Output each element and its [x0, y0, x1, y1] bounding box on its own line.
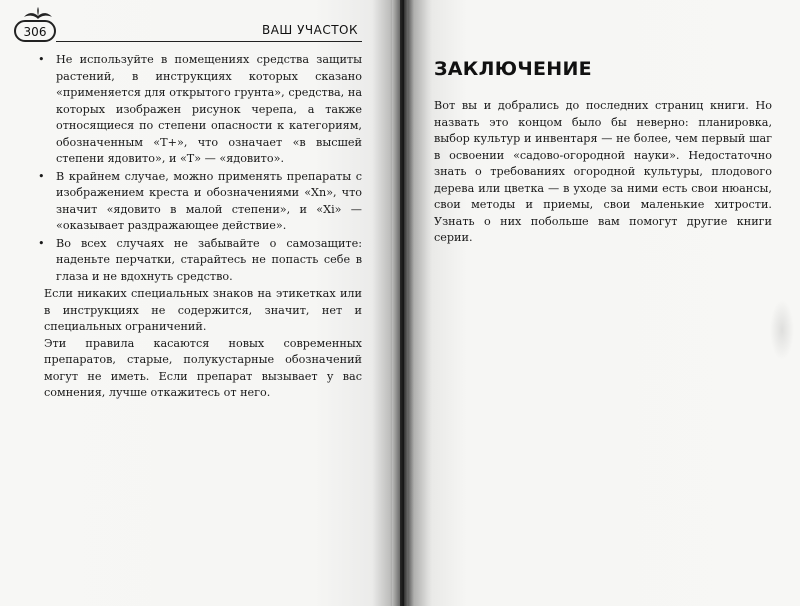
list-item [34, 236, 362, 286]
list-item [34, 52, 362, 168]
paragraph: Эти правила касаются новых современных препаратов, старые, полукустарные обозначений могут не иметь. Если препарат вызывает у вас сомнения, лучше откажитесь от него. [44, 336, 362, 399]
list-item-text: В крайнем случае, можно применять препараты с изображением креста и обозначениями «Xn», что значит «ядовито в малой степени», и «Xi» — «оказывает раздражающее действие». [56, 169, 362, 232]
page-smudge [770, 300, 794, 360]
bullet-icon: • [38, 236, 45, 250]
page-number: 306 [14, 20, 56, 42]
bullet-icon: • [38, 169, 45, 183]
book-gutter-line [400, 0, 404, 606]
paragraph: Вот вы и добрались до последних страниц книги. Но назвать это концом было бы неверно: планировка, выбор культур и инвентаря — не более, чем первый шаг в освоении «садово-огородной науки». Недостаточно знать о требованиях огородной культуры, плодового дерева или цветка — в уходе за ними есть свои нюансы, свои методы и приемы, свои маленькие хитрости. Узнать о них побольше вам помогут другие книги серии. [434, 99, 772, 244]
list-item-text: Не используйте в помещениях средства защиты растений, в инструкциях которых сказано «применяется для открытого грунта», средства, на которых изображен рисунок черепа, а также относящиеся по степени опасности к категориям, обозначенным «Т+», что означает «в высшей степени ядовито», и «Т» — «ядовито». [56, 53, 362, 165]
bullet-list [34, 52, 362, 285]
right-page [408, 0, 800, 606]
left-page [0, 0, 392, 606]
paragraph: Если никаких специальных знаков на этикетках или в инструкциях не содержится, значит, нет и специальных ограничений. [44, 287, 362, 333]
bullet-icon: • [38, 53, 45, 66]
header-rule [56, 41, 362, 42]
list-item-text: Во всех случаях не забывайте о самозащите: наденьте перчатки, старайтесь не попасть себе в глаза и не вдохнуть средство. [56, 236, 362, 283]
running-head: ВАШ УЧАСТОК [261, 23, 358, 37]
chapter-title: ЗАКЛЮЧЕНИЕ [434, 58, 592, 80]
list-item [34, 169, 362, 235]
leaf-ornament-icon [20, 6, 56, 20]
right-page-body [434, 98, 772, 247]
left-page-body [34, 52, 362, 402]
